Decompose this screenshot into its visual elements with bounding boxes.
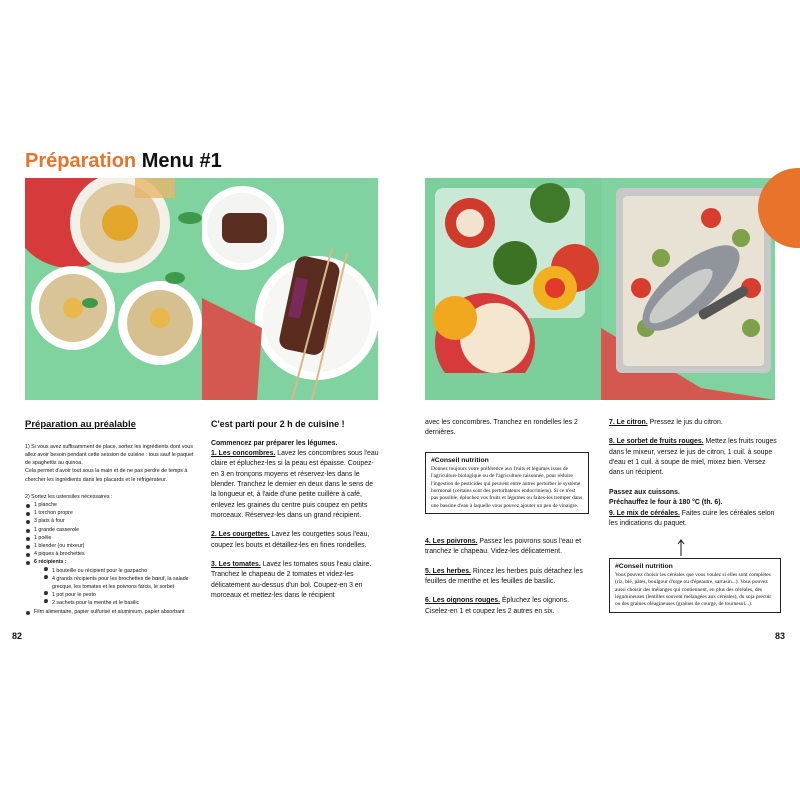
utensils-intro: 2) Sortez les ustensiles nécessaires : xyxy=(25,493,113,500)
step-2-text: Lavez les courgettes sous l'eau, coupez les bouts et détaillez-les en fines rondelles. xyxy=(211,531,370,549)
tip-2-text: Vous pouvez choisir les céréales que vous voulez si elles sont complètes (riz, blé, pâtes, boulgour d'orge ou d'épeautre, sarrasin...). Vous pouvez aussi choisir des mélanges qui contiennent, en plus des céréales, des légumineuses (lentilles souvent mélangées aux céréales), du soja précuit ou des graines oléagineuses (graines de courge, de tournesol...). xyxy=(615,572,771,608)
page-title xyxy=(25,150,222,173)
prep-title: Préparation au préalable xyxy=(25,419,136,430)
list-item: - 4 grands récipients pour les brochettes de bœuf, la salade grecque, les tomates et les poivrons farcis, le sorbet xyxy=(43,575,200,591)
step-6-text: Épluchez les oignons. Ciselez-en 1 et coupez les 2 autres en six. xyxy=(425,597,569,615)
title-rest: Menu #1 xyxy=(141,150,222,172)
step-4 xyxy=(425,537,593,558)
step-4-label: 4. Les poivrons. xyxy=(425,538,478,545)
step-1-label: 1. Les concombres. xyxy=(211,449,276,457)
cooking-heading: Passez aux cuissons. xyxy=(609,488,680,496)
step-5-label: 5. Les herbes. xyxy=(425,567,471,575)
list-item: 4 piques à brochettes xyxy=(25,550,200,558)
step-4-text: Passez les poivrons sous l'eau et tranchez le chapeau. Videz-les délicatement. xyxy=(425,538,582,556)
step-1-text: Lavez les concombres sous l'eau claire et épluchez-les si la peau est épaisse. Coupez-en 3 en tronçons moyens et réservez-les dans le blender. Tranchez le dernier en deux dans le sens de la longueur et, à l'aide d'une petite cuillère à café, enlevez les graines du centre puis coupez en petits morceaux. Réservez-les dans un grand récipient. xyxy=(211,449,379,520)
utensils-list xyxy=(25,501,200,616)
step-2-label: 2. Les courgettes. xyxy=(211,531,270,539)
soup-bowls-photo xyxy=(25,178,202,400)
cooking-column xyxy=(211,418,379,602)
step-3 xyxy=(211,560,379,601)
prep-intro-2: Cela permet d'avoir tout sous la main et de ne pas perdre de temps à chercher les ingrédients dans les placards et le réfrigérateur. xyxy=(25,468,188,483)
baked-fish-photo xyxy=(601,178,775,400)
prep-column xyxy=(25,418,200,616)
list-item: - 1 bouteille ou récipient pour le gazpacho xyxy=(43,567,200,575)
nutrition-tip-1 xyxy=(425,452,589,514)
step-6-label: 6. Les oignons rouges. xyxy=(425,597,501,605)
tip-1-title: #Conseil nutrition xyxy=(431,457,489,464)
step-8 xyxy=(609,437,779,478)
continued-text: avec les concombres. Tranchez en rondelles les 2 dernières. xyxy=(425,419,578,437)
nutrition-tip-2 xyxy=(609,558,781,613)
title-accent: Préparation xyxy=(25,150,137,172)
step-6 xyxy=(425,596,593,617)
cooking-lead: Commencez par préparer les légumes. xyxy=(211,439,338,447)
arrow-up-icon xyxy=(676,539,686,557)
prep-intro: 1) Si vous avez suffisamment de place, sortez les ingrédients dont vous allez avoir besoin pendant cette session de cuisine : tous sauf le paquet de spaghettis au quinoa. xyxy=(25,443,194,467)
list-item: 3 plats à four xyxy=(25,517,200,525)
beef-skewers-photo xyxy=(202,178,378,400)
oven-instruction: Préchauffez le four à 180 °C (th. 6). xyxy=(609,499,723,507)
step-7 xyxy=(609,418,779,428)
containers-list xyxy=(34,567,200,608)
step-3-text: Lavez les tomates sous l'eau claire. Tranchez le chapeau de 2 tomates et videz-les délicatement au-dessus d'un bol. Coupez-en 3 en morceaux et mettez-les dans le récipient xyxy=(211,561,372,600)
list-item: - 2 sachets pour la menthe et le basilic xyxy=(43,599,200,607)
tip-2-title: #Conseil nutrition xyxy=(615,563,673,570)
page-number-left: 82 xyxy=(12,631,23,641)
step-7-text: Pressez le jus du citron. xyxy=(647,419,723,426)
step-2 xyxy=(211,530,379,551)
list-item: Film alimentaire, papier sulfurisé et aluminium, papier absorbant xyxy=(25,608,200,616)
step-5-text: Rincez les herbes puis détachez les feuilles de menthe et les feuilles de basilic. xyxy=(425,567,583,586)
containers-label: 6 récipients : xyxy=(34,559,67,566)
list-item: - 1 pot pour le pesto xyxy=(43,591,200,599)
step-3-label: 3. Les tomates. xyxy=(211,561,261,569)
step-8-text: Mettez les fruits rouges dans le mixeur, versez le jus de citron, 1 cuil. à soupe d'eau et 1 cuil. à soupe de miel, mixez bien. Versez dans un récipient. xyxy=(609,438,777,477)
tip-1-text: Donnez toujours votre préférence aux fruits et légumes issus de l'agriculture biologique ou de l'agriculture raisonnée, pour réduire l'ingestion de pesticides qui peuvent entre autres perturber le système hormonal (certains sont des perturbateurs endocriniens). Si ce n'est pas possible, épluchez vos fruits et légumes ou faites-les tremper dans une bassine d'eau à laquelle vous pouvez ajouter un peu de vinaigre. xyxy=(431,466,583,509)
stuffed-vegetables-photo xyxy=(425,178,601,400)
right-column-1-steps xyxy=(425,537,593,617)
step-9 xyxy=(609,509,779,530)
right-column-1 xyxy=(425,418,593,439)
page-number-right: 83 xyxy=(775,631,786,641)
list-item: 1 torchon propre xyxy=(25,509,200,517)
step-1 xyxy=(211,449,379,522)
step-5 xyxy=(425,567,593,588)
list-item: 1 grande casserole xyxy=(25,526,200,534)
list-item: 1 poêle xyxy=(25,534,200,542)
cooking-title: C'est parti pour 2 h de cuisine ! xyxy=(211,419,345,429)
list-item xyxy=(25,558,200,607)
step-7-label: 7. Le citron. xyxy=(609,419,648,426)
list-item: 1 planche xyxy=(25,501,200,509)
step-8-label: 8. Le sorbet de fruits rouges. xyxy=(609,438,704,446)
step-9-label: 9. Le mix de céréales. xyxy=(609,509,680,517)
list-item: 1 blender (ou mixeur) xyxy=(25,542,200,550)
step-9-text: Faites cuire les céréales selon les indications du paquet. xyxy=(609,509,775,527)
right-column-2 xyxy=(609,418,779,529)
